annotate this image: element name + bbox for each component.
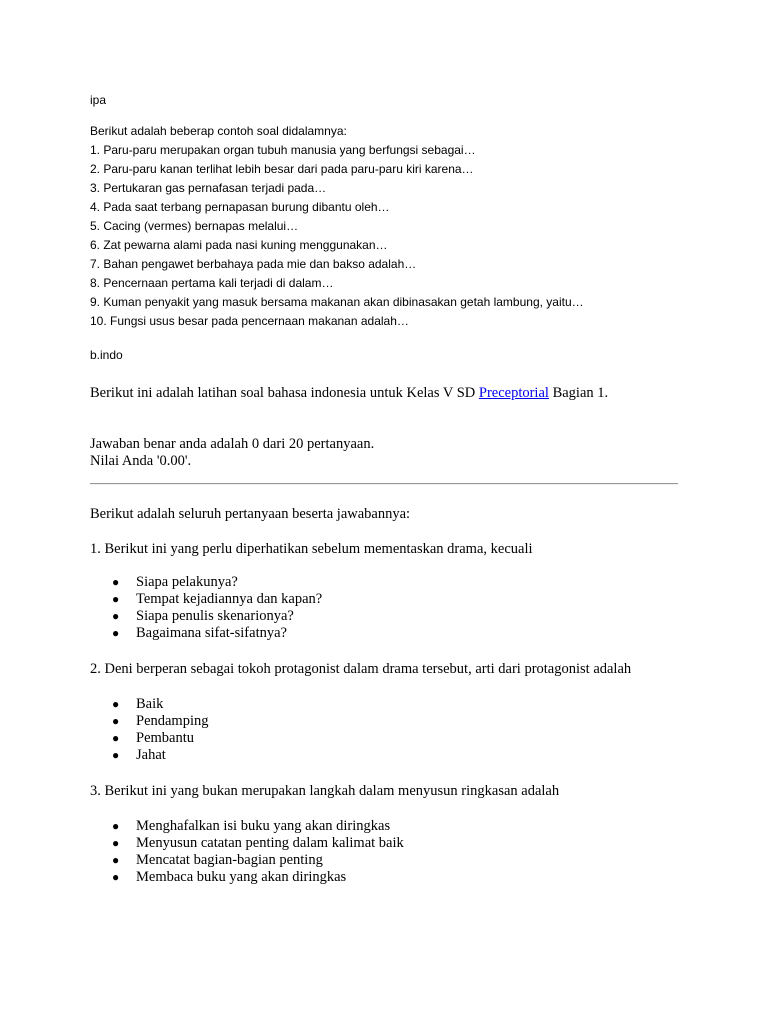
option-text: Jahat	[136, 747, 166, 763]
bindo-intro-after: Bagian 1.	[548, 385, 609, 401]
list-item: 10. Fungsi usus besar pada pencernaan makanan adalah…	[90, 314, 409, 328]
list-item	[90, 747, 209, 764]
bullet-icon: ●	[112, 853, 120, 867]
question-1: 1. Berikut ini yang perlu diperhatikan sebelum mementaskan drama, kecuali	[90, 541, 533, 557]
option-text: Menghafalkan isi buku yang akan diringkas	[136, 818, 391, 834]
bindo-intro	[90, 385, 608, 402]
list-item: 3. Pertukaran gas pernafasan terjadi pada…	[90, 181, 327, 195]
bullet-icon: ●	[112, 575, 120, 589]
all-questions-intro: Berikut adalah seluruh pertanyaan beserta jawabannya:	[90, 506, 411, 522]
list-item: 7. Bahan pengawet berbahaya pada mie dan bakso adalah…	[90, 257, 417, 271]
bullet-icon: ●	[112, 592, 120, 606]
question-2: 2. Deni berperan sebagai tokoh protagonist dalam drama tersebut, arti dari protagonist adalah	[90, 661, 632, 677]
question-3: 3. Berikut ini yang bukan merupakan langkah dalam menyusun ringkasan adalah	[90, 783, 560, 799]
list-item: 5. Cacing (vermes) bernapas melalui…	[90, 219, 299, 233]
list-item	[90, 713, 209, 730]
option-text: Membaca buku yang akan diringkas	[136, 869, 347, 885]
list-item: 1. Paru-paru merupakan organ tubuh manusia yang berfungsi sebagai…	[90, 143, 476, 157]
list-item	[90, 608, 322, 625]
list-item: 4. Pada saat terbang pernapasan burung dibantu oleh…	[90, 200, 390, 214]
bindo-intro-before: Berikut ini adalah latihan soal bahasa indonesia untuk Kelas V SD	[90, 385, 479, 401]
option-text: Pendamping	[136, 713, 209, 729]
bullet-icon: ●	[112, 748, 120, 762]
question-2-options	[90, 696, 209, 764]
list-item: 2. Paru-paru kanan terlihat lebih besar dari pada paru-paru kiri karena…	[90, 162, 474, 176]
option-text: Menyusun catatan penting dalam kalimat baik	[136, 835, 404, 851]
preceptorial-link[interactable]: Preceptorial	[478, 385, 549, 401]
option-text: Bagaimana sifat-sifatnya?	[136, 625, 287, 641]
list-item	[90, 835, 404, 852]
bullet-icon: ●	[112, 870, 120, 884]
ipa-question-list	[90, 141, 584, 331]
bullet-icon: ●	[112, 609, 120, 623]
list-item: 8. Pencernaan pertama kali terjadi di dalam…	[90, 276, 334, 290]
ipa-intro: Berikut adalah beberap contoh soal didalamnya:	[90, 124, 347, 138]
list-item	[90, 852, 404, 869]
option-text: Siapa penulis skenarionya?	[136, 608, 294, 624]
bullet-icon: ●	[112, 836, 120, 850]
bindo-section-label: b.indo	[90, 348, 123, 362]
divider	[90, 483, 678, 485]
option-text: Siapa pelakunya?	[136, 574, 238, 590]
list-item	[90, 869, 404, 886]
option-text: Pembantu	[136, 730, 194, 746]
list-item	[90, 625, 322, 642]
list-item: 9. Kuman penyakit yang masuk bersama makanan akan dibinasakan getah lambung, yaitu…	[90, 295, 584, 309]
list-item	[90, 730, 209, 747]
bullet-icon: ●	[112, 819, 120, 833]
bullet-icon: ●	[112, 731, 120, 745]
score-value: Nilai Anda '0.00'.	[90, 453, 192, 469]
list-item	[90, 696, 209, 713]
list-item	[90, 574, 322, 591]
list-item	[90, 591, 322, 608]
bullet-icon: ●	[112, 697, 120, 711]
bullet-icon: ●	[112, 626, 120, 640]
option-text: Baik	[136, 696, 164, 712]
list-item	[90, 818, 404, 835]
ipa-section-label: ipa	[90, 93, 107, 107]
question-3-options	[90, 818, 404, 886]
question-1-options	[90, 574, 322, 642]
list-item: 6. Zat pewarna alami pada nasi kuning menggunakan…	[90, 238, 388, 252]
bullet-icon: ●	[112, 714, 120, 728]
option-text: Mencatat bagian-bagian penting	[136, 852, 323, 868]
option-text: Tempat kejadiannya dan kapan?	[136, 591, 323, 607]
score-correct-answers: Jawaban benar anda adalah 0 dari 20 pertanyaan.	[90, 436, 375, 452]
